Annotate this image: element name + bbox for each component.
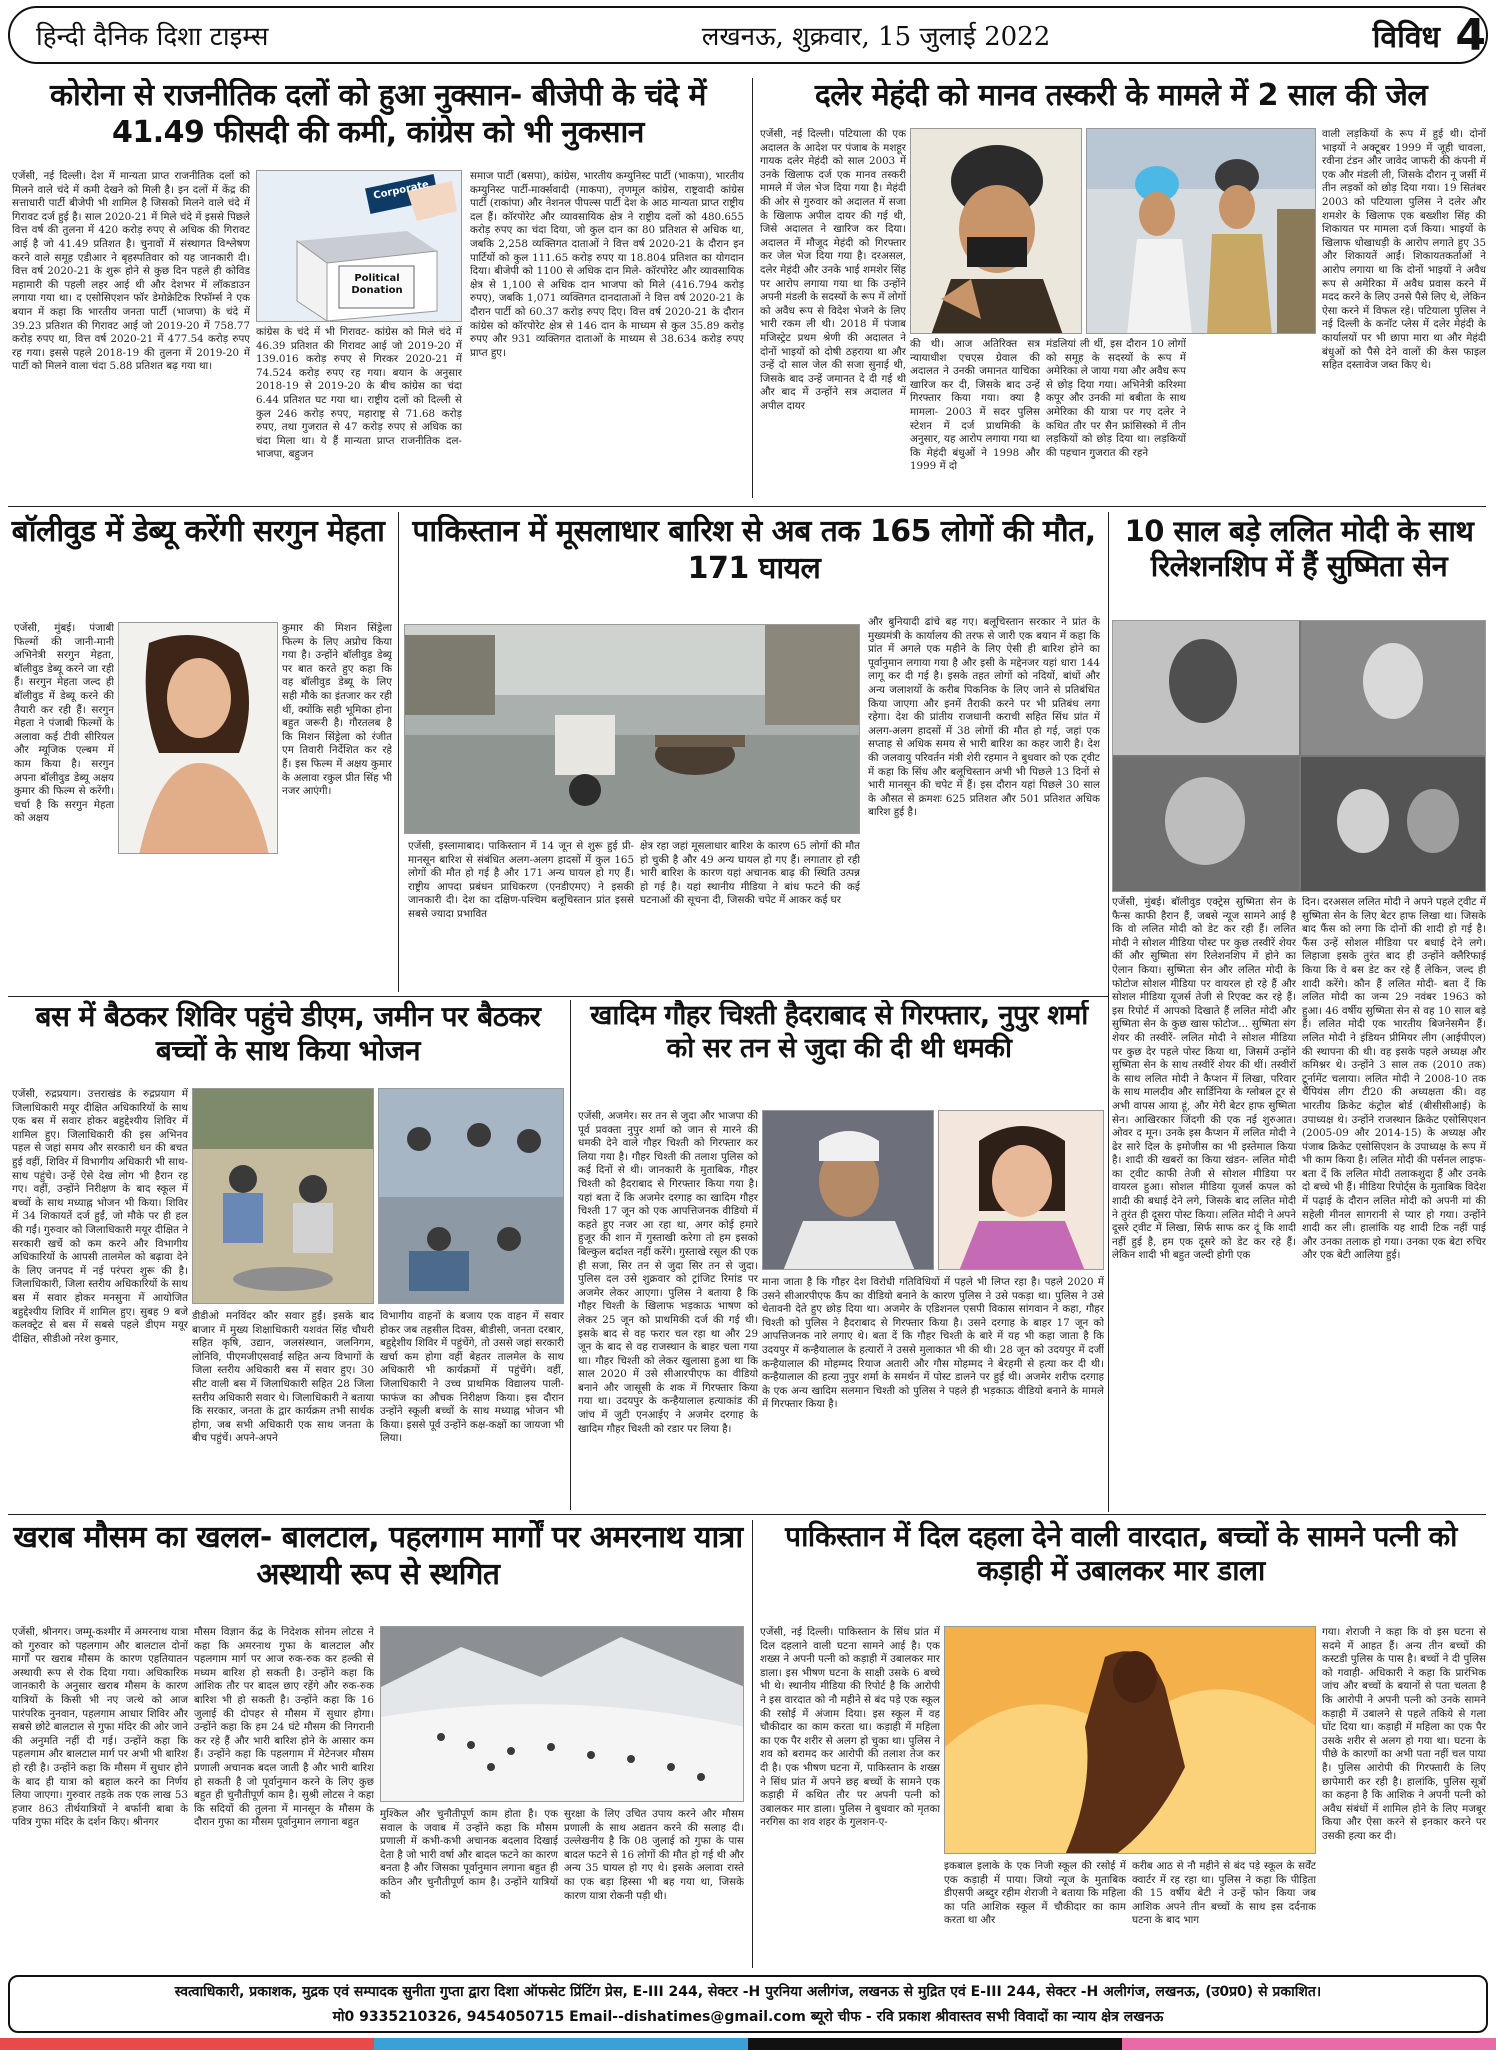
article-body: एजेंसी, नई दिल्ली। पाकिस्तान के सिंध प्रांत में दिल दहलाने वाली घटना सामने आई है। एक शख्स ने अपनी पत्नी को कड़ाही में उबालकर मार डाला। इस भीषण घटना के साक्षी उसके 6 बच्चे भी थे। स्थानीय मीडिया की रिपोर्ट है कि आरोपी ने इस वारदात को नौ महीने से बंद पड़े एक स्कूल की रसोई में अंजाम दिया। इस स्कूल में वह चौकीदार का काम करता था। कड़ाही में महिला का एक पैर शरीर से अलग हो चुका था। पुलिस ने शव को बरामद कर आरोपी की तलाश तेज कर दी है। एक भीषण घटना में, पाकिस्तान के शख्स ने सिंध प्रांत में अपने छह बच्चों के सामने एक कड़ाही में कथित तौर पर अपनी पत्नी को उबालकर मार डाला। पुलिस ने बुधवार को मृतका नरगिस का शव शहर के गुलशन-ए-: [760, 1626, 940, 1829]
donation-box-image: [256, 170, 462, 322]
article-body: सुरक्षा के लिए उचित उपाय करने और मौसम प्रणाली के साथ अद्यतन करने की सलाह दी। उल्लेखनीय है कि 08 जुलाई को गुफा के पास बादल फटने से 16 लोगों की मौत हो गई थी और अन्य 35 घायल हो गए थे। इसके अलावा रास्ते का एक बड़ा हिस्सा भी बह गया था, जिसके कारण यात्रा रोकनी पड़ी थी।: [564, 1808, 744, 1902]
officials-in-bus-photo: [378, 1088, 564, 1304]
crime-illustration: [944, 1626, 1316, 1854]
article-body: की थी। आज अतिरिक्त सत्र न्यायाधीश एचएस ग्रेवाल की अदालत ने उनकी जमानत याचिका खारिज कर दी, जिसके बाद उन्हें गिरफ्तार किया गया। क्या है मामला- 2003 में सदर पुलिस स्टेशन में दर्ज प्राथमिकी के अनुसार, यह आरोप लगाया गया था कि मेहंदी बंधुओं ने 1998 और 1999 में दो: [910, 338, 1040, 473]
row-rule: [8, 1514, 1486, 1515]
sargun-mehta-photo: [118, 622, 278, 854]
img-label-corporate: Corporate: [372, 179, 430, 202]
dateline: लखनऊ, शुक्रवार, 15 जुलाई 2022: [701, 22, 1051, 52]
article-body: विभागीय वाहनों के बजाय एक वाहन में सवार होकर जब तहसील दिवस, बीडीसी, जनता दरबार, बहुद्देशीय शिविर में पहुंचेंगे, तो उससे जहां सरकारी खर्चा कम होगा वहीं बेहतर तालमेल के साथ अधिकारी भी कार्यक्रमों में पहुंचेंगे। वहीं, जिलाधिकारी ने उच्च प्राथमिक विद्यालय पाली-फाफंज का औचक निरीक्षण किया। इस दौरान उन्होंने स्कूली बच्चों के साथ मध्याह्न भोजन भी किया। इससे पूर्व उन्होंने कक्ष-कक्षों का जायजा भी लिया।: [380, 1310, 564, 1445]
amarnath-yatra-photo: [380, 1626, 744, 1802]
row-rule: [8, 506, 1486, 507]
column-rule: [570, 1000, 571, 1510]
article-headline-donations: कोरोना से राजनीतिक दलों को हुआ नुक्सान- बीजेपी के चंदे में 41.49 फीसदी की कमी, कांग्रेस को भी नुकसान: [50, 78, 706, 150]
flood-street-photo: [404, 624, 860, 834]
article-body: इकबाल इलाके के एक निजी स्कूल की रसोई में एक कड़ाही में पाया। जियो न्यूज के मुताबिक डीएसपी अब्दुर रहीम शेराजी ने बताया कि महिला का पति आशिक स्कूल में चौकीदार का काम करता था और: [944, 1860, 1126, 1927]
nupur-sharma-photo: [938, 1110, 1104, 1270]
article-body: एजेंसी, मुंबई। पंजाबी फिल्मों की जानी-मानी अभिनेत्री सरगुन मेहता, बॉलीवुड डेब्यू करने जा रही हैं। सरगुन मेहता जल्द ही बॉलीवुड में डेब्यू करने की तैयारी कर रही हैं। सरगुन मेहता ने पंजाबी फिल्मों के अलावा कई टीवी सीरियल और म्यूजिक एल्बम में काम किया है। सरगुन अपना बॉलीवुड डेब्यू अक्षय कुमार की फिल्म से करेंगी। चर्चा है कि सरगुन मेहता को अक्षय: [14, 622, 114, 825]
article-headline-pak-rain: पाकिस्तान में मूसलाधार बारिश से अब तक 165 लोगों की मौत, 171 घायल: [412, 514, 1096, 586]
article-body: क्षेत्र रहा जहां मूसलाधार बारिश के कारण 65 लोगों की मौत हो चुकी है और 49 अन्य घायल हो गए हैं। लगातार हो रही भारी बारिश के कारण यहां अचानक बाढ़ की स्थिति उत्पन्न हो गई है। यहां स्थानीय मीडिया ने बांध फटने की कई घटनाओं की सूचना दी, जिसकी चपेट में आकर कई घर: [640, 840, 860, 907]
article-body: समाज पार्टी (बसपा), कांग्रेस, भारतीय कम्युनिस्ट पार्टी (भाकपा), भारतीय कम्युनिस्ट पार्टी-मार्क्सवादी (माकपा), तृणमूल कांग्रेस, राष्ट्रवादी कांग्रेस पार्टी (राकांपा) और नेशनल पीपल्स पार्टी देश के आठ मान्यता प्राप्त राष्ट्रीय दल हैं। कॉरपोरेट और व्यावसायिक क्षेत्र ने राष्ट्रीय दलों को 480.655 करोड़ रुपए का चंदा दिया, जो कुल दान का 80 प्रतिशत से अधिक था, जबकि 2,258 व्यक्तिगत दाताओं ने वित्त वर्ष 2020-21 के दौरान इन पार्टियों को कुल 111.65 करोड़ रुपए या 18.804 प्रतिशत का योगदान दिया। बीजेपी को 1100 से अधिक दान मिले- कॉरपोरेट और व्यावसायिक क्षेत्र से 1,100 से अधिक दान भाजपा को मिले (416.794 करोड़ रुपए), जबकि 1,071 व्यक्तिगत दानदाताओं ने वित्त वर्ष 2020-21 के दौरान पार्टी को 60.37 करोड़ रुपए दिए। वित्त वर्ष 2020-21 के दौरान कांग्रेस को कॉरपोरेट क्षेत्र से 146 दान के माध्यम से कुल 35.89 करोड़ रुपए और 931 व्यक्तिगत दाताओं के माध्यम से 38.634 करोड़ रुपए प्राप्त हुए।: [470, 170, 744, 359]
article-body: एजेंसी, इस्लामाबाद। पाकिस्तान में 14 जून से शुरू हुई प्री-मानसून बारिश से संबंधित अलग-अलग हादसों में कुल 165 लोगों की मौत हो गई है और 171 अन्य घायल हो गए हैं। राष्ट्रीय आपदा प्रबंधन प्राधिकरण (एनडीएमए) ने इसकी जानकारी दी। देश का दक्षिण-पश्चिम बलूचिस्तान प्रांत इससे सबसे ज्यादा प्रभावित: [408, 840, 634, 920]
article-body: एजेंसी, अजमेर। सर तन से जुदा और भाजपा की पूर्व प्रवक्ता नुपुर शर्मा को जान से मारने की धमकी देने वाले गौहर चिश्ती को गिरफ्तार कर लिया गया है। गौहर चिश्ती की तलाश पुलिस को कई दिनों से थी। जानकारी के मुताबिक, गौहर चिश्ती को हैदराबाद से गिरफ्तार किया गया है। यहां बता दें कि अजमेर दरगाह का खादिम गौहर चिश्ती 17 जून को एक आपत्तिजनक वीडियो में कहते हुए नजर आ रहा था, अगर कोई हमारे हुजूर की शान में गुस्ताखी करेगा तो हम इसको बिल्कुल बर्दाश्त नहीं करेंगे। गुस्ताखे रसूल की एक ही सजा, सिर तन से जुदा सिर तन से जुदा। पुलिस दल उसे शुक्रवार को ट्रांजिट रिमांड पर अजमेर लेकर आएगा। पुलिस ने बताया है कि गौहर चिश्ती के खिलाफ भड़काऊ भाषण को लेकर 25 जून को प्राथमिकी दर्ज की गई थी। इसके बाद से वह फरार चल रहा था और 29 जून के बाद से वह राजस्थान के बाहर चला गया था। गौहर चिश्ती को लेकर खुलासा हुआ था कि साल 2020 में उसे सीआरपीएफ का वीडियो बनाने और जासूसी के शक में गिरफ्तार किया गया था। उदयपुर के कन्हैयालाल हत्याकांड की जांच में जुटी एनआईए ने अजमेर दरगाह के खादिम गौहर चिश्ती को रडार पर लिया है।: [578, 1110, 758, 1435]
article-body: एजेंसी, नई दिल्ली। देश में मान्यता प्राप्त राजनीतिक दलों को मिलने वाले चंदे में कमी देखने को मिली है। इन दलों में केंद्र की सत्ताधारी पार्टी बीजेपी भी शामिल है जिसको मिलने वाले चंदे में गिरावट दर्ज हुई है। साल 2020-21 में मिले चंदे में इससे पिछले वित्त वर्ष की तुलना में 420 करोड़ रुपए से अधिक की गिरावट आई है जो 41.49 प्रतिशत है। चुनावों में संस्थागत विश्लेषण करने वाले समूह एडीआर ने बृहस्पतिवार को यह जानकारी दी। वित्त वर्ष 2020-21 के शुरू होने से कुछ दिन पहले ही कोविड महामारी की पहली लहर आई थी और देशभर में लॉकडाउन लगाया गया था। द एसोसिएशन फॉर डेमोक्रेटिक रिफॉर्म्स ने एक बयान में कहा कि भारतीय जनता पार्टी (भाजपा) के चंदे में 39.23 प्रतिशत की गिरावट आई जो 2019-20 में 758.77 करोड़ रुपए था, वित्त वर्ष 2020-21 में 477.54 करोड़ रुपए रह गया। इससे पहले 2018-19 की तुलना में 2019-20 में पार्टी को मिलने वाला चंदा 5.88 प्रतिशत बढ़ गया था।: [12, 170, 250, 373]
police-escort-photo: [1086, 128, 1316, 334]
article-body: एजेंसी, रुद्रप्रयाग। उत्तराखंड के रुद्रप्रयाग में जिलाधिकारी मयूर दीक्षित अधिकारियों के साथ एक बस में सवार होकर बहुद्देश्यीय शिविर में शामिल हुए। जिलाधिकारी की इस अभिनव पहल से जहां समय और सरकारी धन की बचत हुई वहीं, शिविर में विभागीय अधिकारी भी साथ-साथ पहुंचे। उन्हें ऐसे देख लोग भी हैरान रह गए। वहीं, उन्होंने निरीक्षण के बाद स्कूल में बच्चों के साथ मध्याह्न भोजन भी किया। शिविर में 34 शिकायतें दर्ज हुईं, जो मौके पर ही हल की गईं। गुरुवार को जिलाधिकारी मयूर दीक्षित ने सरकारी खर्चे को कम करने और विभागीय अधिकारियों के आपसी तालमेल को बढ़ावा देने के लिए जनपद में नई परंपरा शुरू की है। जिलाधिकारी, जिला स्तरीय अधिकारियों के साथ बस में सवार होकर मनसुना में आयोजित बहुद्देश्यीय शिविर में शामिल हुए। सुबह 9 बजे कलक्ट्रेट से बस में सबसे पहले डीएम मयूर दीक्षित, सीडीओ नरेश कुमार,: [12, 1088, 188, 1345]
imprint-line: स्वत्वाधिकारी, प्रकाशक, मुद्रक एवं सम्पादक सुनीता गुप्ता द्वारा दिशा ऑफसेट प्रिंटिंग प्रेस, E-III 244, सेक्टर -H पुरनिया अलीगंज, लखनऊ से मुद्रित एवं E-III 244, सेक्टर -H अलीगंज, लखनऊ, (उ0प्र0) से प्रकाशित।: [174, 1984, 1322, 2000]
article-body: माना जाता है कि गौहर देश विरोधी गतिविधियों में पहले भी लिप्त रहा है। पहले 2020 में उसने सीआरपीएफ कैंप का वीडियो बनाने के कारण पुलिस ने उसे पकड़ा था। पुलिस ने उसे चेतावनी देते हुए छोड़ दिया था। अजमेर के एडिशनल एसपी विकास सांगवान ने कहा, गौहर चिश्ती को पुलिस ने हैदराबाद से गिरफ्तार किया है। उसने दरगाह के बाहर 17 जून को आपत्तिजनक नारे लगाए थे। बता दें कि गौहर चिश्ती के बारे में यह भी कहा जाता है कि उदयपुर में कन्हैयालाल के हत्यारों ने उससे मुलाकात भी की थी। 28 जून को उदयपुर में दर्जी कन्हैयालाल की मोहम्मद रियाज अतारी और गौस मोहम्मद ने बेरहमी से हत्या कर दी थी। कन्हैयालाल की हत्या नुपुर शर्मा के समर्थन में पोस्ट डालने पर हुई थी। अजमेर शरीफ दरगाह के एक अन्य खादिम सलमान चिश्ती को पुलिस ने पहले ही भड़काऊ वीडियो बनाने के मामले में गिरफ्तार किया है।: [762, 1276, 1104, 1411]
imprint-footer: [8, 1975, 1488, 2033]
article-headline-sargun: बॉलीवुड में डेब्यू करेंगी सरगुन मेहता: [11, 514, 385, 549]
article-body: और बुनियादी ढांचे बह गए। बलूचिस्तान सरकार ने प्रांत के मुख्यमंत्री के कार्यालय की तरफ से जारी एक बयान में कहा कि प्रांत में अगले एक महीने के लिए ऐसी ही बारिश होने का पूर्वानुमान लगाया गया है और इसी के मद्देनजर यहां धारा 144 लागू कर दी गई है। इसके तहत लोगों को नदियों, बांधों और अन्य जलाशयों के करीब पिकनिक के लिए जाने से प्रतिबंधित किया जाएगा और इनमें तैराकी करने पर भी प्रतिबंध लगा रहेगा। देश की प्रांतीय राजधानी कराची सहित सिंध प्रांत में अलग-अलग हादसों में 38 लोगों की मौत हो गई, जहां एक सप्ताह से अधिक समय से भारी बारिश का कहर जारी है। देश की जलवायु परिवर्तन मंत्री शेरी रहमान ने बुधवार को एक ट्वीट में कहा कि सिंध और बलूचिस्तान अभी भी पिछले 13 दिनों से भारी मानसून की चपेट में हैं। इस दौरान यहां पिछले 30 साल के औसत से क्रमशः 625 प्रतिशत और 501 प्रतिशत अधिक बारिश हुई है।: [868, 616, 1100, 819]
article-headline-chishti: खादिम गौहर चिश्ती हैदराबाद से गिरफ्तार, नुपुर शर्मा को सर तन से जुदा की दी थी धमकी: [590, 1000, 1088, 1064]
article-body: करीब आठ से नौ महीने से बंद पड़े स्कूल के सर्वेंट क्वार्टर में रह रहा था। पुलिस ने कहा कि पीड़िता की 15 वर्षीय बेटी ने उन्हें फोन किया जब आशिक अपने तीन बच्चों के साथ इस दर्दनाक घटना के बाद भाग: [1132, 1860, 1316, 1927]
column-rule: [1108, 512, 1109, 1512]
row-rule: [8, 996, 1108, 997]
article-body: मौसम विज्ञान केंद्र के निदेशक सोनम लोटस ने कहा कि अमरनाथ गुफा के बालटाल और पहलगाम मार्ग पर आज रुक-रुक कर हल्की से मध्यम बारिश हो सकती है। उन्होंने कहा कि आंशिक तौर पर बादल छाए रहेंगे और रुक-रुक बारिश भी हो सकती है। उन्होंने कहा कि 16 जुलाई की दोपहर से मौसम में सुधार होगा। उन्होंने कहा कि हम 24 घंटे मौसम की निगरानी कर रहे हैं और भारी बारिश होने के आसार कम हैं। उन्होंने कहा कि पहलगाम में मेटेनजर मौसम प्रणाली अचानक बदल जाती है और भारी बारिश हो सकती है जो पूर्वानुमान करने के लिए कुछ बहुत ही चुनौतीपूर्ण काम है। सुश्री लोटस ने कहा कि सदियों की तुलना में मानसून के मौसम के दौरान गुफा का मौसम पूर्वानुमान लगाना बहुत: [194, 1626, 374, 1829]
article-body: मुश्किल और चुनौतीपूर्ण काम होता है। एक सवाल के जवाब में उन्होंने कहा कि मौसम प्रणाली में कभी-कभी अचानक बदलाव दिखाई देता है जो भारी वर्षा और बादल फटने का कारण बनता है और जिसका पूर्वानुमान लगाना बहुत ही कठिन और चुनौतीपूर्ण काम है। उन्होंने यात्रियों को: [380, 1808, 558, 1902]
article-body: एजेंसी, मुंबई। बॉलीवुड एक्ट्रेस सुष्मिता सेन के फैन्स काफी हैरान हैं, जबसे न्यूज सामने आई है कि वो ललित मोदी को डेट कर रही हैं। ललित मोदी ने सोशल मीडिया पोस्ट पर कुछ तस्वीरें शेयर कीं और सुष्मिता संग रिलेशनशिप में होने का ऐलान किया। सुष्मिता सेन और ललित मोदी के फोटोज सोशल मीडिया पर वायरल हो रहे हैं और सोशल मीडिया यूजर्स तेजी से रिएक्ट कर रहे हैं। इस रिपोर्ट में आपको दिखाते हैं ललित मोदी और सुष्मिता सेन के कुछ खास फोटोज... सुष्मिता संग शेयर की तस्वीरें- ललित मोदी ने सोशल मीडिया पर कुछ देर पहले पोस्ट किया था, जिसमें उन्होंने सुष्मिता सेन के साथ तस्वीरें शेयर की थीं। तस्वीरों के साथ ललित मोदी ने कैप्शन में लिखा, परिवार के साथ मालदीव और सार्डिनिया के ग्लोबल टूर से अभी वापस आया हूं, और मेरी बेटर हाफ सुष्मिता सेन। आखिरकार जिंदगी की एक नई शुरुआत। ओवर द मून। उनके इस कैप्शन में ललित मोदी ने ढेर सारे दिल के इमोजीस का भी इस्तेमाल किया है। शादी की खबरों का किया खंडन- ललित मोदी का ट्वीट काफी तेजी से सोशल मीडिया पर वायरल हुआ। सोशल मीडिया यूजर्स कपल को शादी की बधाई देने लगे, जिसके बाद ललित मोदी ने तुरंत ही दूसरा पोस्ट किया। ललित मोदी ने अपने दूसरे ट्वीट में लिखा, सिर्फ साफ कर दूं कि शादी नहीं हुई है, हम एक दूसरे को डेट कर रहे हैं। लेकिन शादी भी बहुत जल्दी होगी एक: [1112, 896, 1296, 1262]
page-number: 4: [1455, 10, 1486, 61]
column-rule: [752, 1520, 753, 1968]
article-body: गया। शेराजी ने कहा कि वो इस घटना से सदमे में आहत हैं। अन्य तीन बच्चों की कस्टडी पुलिस के पास है। बच्चों ने दी पुलिस को गवाही- अधिकारी ने कहा कि प्रारंभिक जांच और बच्चों के बयानों से पता चलता है कि आरोपी ने अपनी पत्नी को उनके सामने कड़ाही में उबालने से पहले तकिये से गला घोंट दिया था। कड़ाही में महिला का एक पैर उसके शरीर से अलग हो गया था। घटना के पीछे के कारणों का अभी पता नहीं चल पाया है। पुलिस आरोपी की गिरफ्तारी के लिए छापेमारी कर रही है। हालांकि, पुलिस सूत्रों का कहना है कि आशिक ने अपनी पत्नी को अवैध संबंधों में शामिल होने के लिए मजबूर किया और ऐसा करने से इनकार करने पर उसकी हत्या कर दी।: [1322, 1626, 1486, 1842]
color-bars: [0, 2038, 1496, 2050]
article-body: एजेंसी, नई दिल्ली। पटियाला की एक अदालत के आदेश पर पंजाब के मशहूर गायक दलेर मेहंदी को साल 2003 में उनके खिलाफ दर्ज एक मानव तस्करी मामले में जेल भेज दिया गया है। मेहंदी की ओर से गुरुवार को अदालत में सजा के खिलाफ अपील दायर की गई थी, जिसे अदालत ने खारिज कर दिया। अदालत में मौजूद मेहंदी को गिरफ्तार कर जेल भेज दिया गया है। दरअसल, दलेर मेहंदी और उनके भाई शमशेर सिंह पर आरोप लगाया गया था कि उन्होंने अपनी मंडली के सदस्यों के रूप में लोगों को अवैध रूप से विदेश भेजने के लिए भारी रकम ली थी। 2018 में पंजाब मजिस्ट्रेट प्रथम श्रेणी की अदालत ने दोनों भाइयों को दोषी ठहराया था और उन्हें दो साल जेल की सजा सुनाई थी, जिसके बाद उन्हें जमानत दे दी गई थी और बाद में उन्होंने सत्र अदालत में अपील दायर: [760, 128, 906, 412]
article-headline-sushmita: 10 साल बड़े ललित मोदी के साथ रिलेशनशिप में हैं सुष्मिता सेन: [1124, 514, 1474, 584]
article-headline-amarnath: खराब मौसम का खलल- बालटाल, पहलगाम मार्गों पर अमरनाथ यात्रा अस्थायी रूप से स्थगित: [13, 1520, 743, 1592]
dm-eating-with-children-photo: [192, 1088, 374, 1304]
article-headline-daler: दलेर मेहंदी को मानव तस्करी के मामले में 2 साल की जेल: [814, 78, 1428, 113]
paper-name: हिन्दी दैनिक दिशा टाइम्स: [36, 22, 269, 52]
article-body: कांग्रेस के चंदे में भी गिरावट- कांग्रेस को मिले चंदे में 46.39 प्रतिशत की गिरावट आई जो 2019-20 में 139.016 करोड़ रुपए से गिरकर 2020-21 में 74.524 करोड़ रुपए रह गया। बयान के अनुसार 2018-19 से 2019-20 के बीच कांग्रेस का चंदा 6.44 प्रतिशत घट गया था। राष्ट्रीय दलों को दिल्ली से कुल 246 करोड़ रुपए, महाराष्ट्र से 71.68 करोड़ रुपए, तथा गुजरात से 47 करोड़ रुपए से अधिक का चंदा मिला था। ये हैं मान्यता प्राप्त राजनीतिक दल- भाजपा, बहुजन: [256, 326, 462, 461]
article-body: वाली लड़कियों के रूप में हुई थी। दोनों भाइयों ने अक्टूबर 1999 में जूही चावला, रवीना टंडन और जावेद जाफरी की कंपनी में एक और मंडली ली, जिसके दौरान नू जर्सी में तीन लड़कों को छोड़ दिया गया। 19 सितंबर 2003 को पटियाला पुलिस ने दलेर और शमशेर के खिलाफ एक बख्शीश सिंह की शिकायत पर मामला दर्ज किया। भाइयों के खिलाफ धोखाधड़ी के आरोप लगाते हुए 35 और शिकायतें आईं। शिकायतकर्ताओं ने आरोप लगाया था कि दोनों भाइयों ने अवैध रूप से अमेरिका में अवैध प्रवास करने में मदद करने के लिए उनसे पैसे लिए थे, लेकिन ऐसा करने में विफल रहे। पटियाला पुलिस ने नई दिल्ली के कनॉट प्लेस में दलेर मेहंदी के कार्यालयों पर भी छापा मारा था और मेहंदी बंधुओं को पैसे देने वालों की केस फाइल सहित दस्तावेज जब्त किए थे।: [1322, 128, 1486, 372]
article-body: डीडीओ मनविंदर कौर सवार हुईं। इसके बाद बाजार में मुख्य शिक्षाधिकारी यशवंत सिंह चौधरी सहित कृषि, उद्यान, जलसंस्थान, जलनिगम, लोनिवि, पीएमजीएसवाई सहित अन्य विभागों के जिला स्तरीय अधिकारी बस में सवार हुए। 30 सीट वाली बस में जिलाधिकारी सहित 28 जिला स्तरीय अधिकारी सवार थे। जिलाधिकारी ने बताया कि सरकार, जनता के द्वार कार्यक्रम तभी सार्थक होगा, जब सभी अधिकारी एक साथ जनता के बीच पहुंचें। अपने-अपने: [192, 1310, 374, 1445]
daler-mehndi-photo: [910, 128, 1082, 334]
img-label-donation: Political Donation: [351, 273, 403, 296]
article-headline-pak-crime: पाकिस्तान में दिल दहला देने वाली वारदात, बच्चों के सामने पत्नी को कड़ाही में उबालकर मार डाला: [785, 1520, 1457, 1588]
masthead: [8, 6, 1488, 64]
column-rule: [752, 78, 753, 498]
gauhar-chishti-photo: [762, 1110, 934, 1270]
contact-line: मो0 9335210326, 9454050715 Email--dishatimes@gmail.com ब्यूरो चीफ - रवि प्रकाश श्रीवास्तव सभी विवादों का न्याय क्षेत्र लखनऊ: [332, 2009, 1164, 2025]
lalit-sushmita-photo-collage: [1112, 620, 1486, 892]
article-headline-dm-bus: बस में बैठकर शिविर पहुंचे डीएम, जमीन पर बैठकर बच्चों के साथ किया भोजन: [35, 1000, 541, 1068]
column-rule: [398, 512, 399, 992]
section-name: विविध: [1372, 19, 1440, 55]
article-body: एजेंसी, श्रीनगर। जम्मू-कश्मीर में अमरनाथ यात्रा को गुरुवार को पहलगाम और बालटाल दोनों मार्गों पर खराब मौसम के कारण एहतियातन अस्थायी रूप से रोक दिया गया। अधिकारिक जानकारी के अनुसार खराब मौसम के कारण यात्रियों के किसी भी नए जत्थे को आज पारंपरिक नुनवान, पहलगाम आधार शिविर और सबसे छोटे बालटाल से गुफा मंदिर की ओर जाने की अनुमति नहीं दी गई। उन्होंने कहा कि पहलगाम और बालटाल मार्ग पर अभी भी बारिश हो रही है। उन्होंने कहा कि मौसम में सुधार होने के बाद ही यात्रा को बहाल करने का निर्णय लिया जाएगा। गुरुवार तड़के तक एक लाख 53 हजार 863 तीर्थयात्रियों ने बर्फानी बाबा के पवित्र गुफा मंदिर के दर्शन किए। श्रीनगर: [12, 1626, 188, 1829]
article-body: दिन। दरअसल ललित मोदी ने अपने पहले ट्वीट में सुष्मिता सेन के लिए बेटर हाफ लिखा था। जिसके बाद फैंस को लगा कि दोनों की शादी हो गई है। फैंस उन्हें सोशल मीडिया पर बधाई देने लगे। लिहाजा इसके तुरंत बाद ही उन्होंने क्लैरिफाई किया कि वे बस डेट कर रहे हैं लेकिन, जल्द ही शादी करेंगे। कौन हैं ललित मोदी- बता दें कि ललित मोदी का जन्म 29 नवंबर 1963 को हुआ। 46 वर्षीय सुष्मिता सेन से वह 10 साल बड़े हैं। ललित मोदी एक भारतीय बिजनेसमैन हैं। ललित मोदी ने इंडियन प्रीमियर लीग (आईपीएल) की स्थापना की थी। वह इसके पहले अध्यक्ष और कमिश्नर थे। उन्होंने 3 साल तक (2010 तक) टूर्नामेंट चलाया। ललित मोदी ने 2008-10 तक चैंपियंस लीग टी20 की अध्यक्षता की। वह भारतीय क्रिकेट कंट्रोल बोर्ड (बीसीसीआई) के उपाध्यक्ष थे। उन्होंने राजस्थान क्रिकेट एसोसिएशन (2005-09 और 2014-15) के अध्यक्ष और पंजाब क्रिकेट एसोसिएशन के उपाध्यक्ष के रूप में भी काम किया है। ललित मोदी की पर्सनल लाइफ- बता दें कि ललित मोदी तलाकशुदा हैं और उनके दो बच्चे भी हैं। मीडिया रिपोर्ट्स के मुताबिक विदेश में पढ़ाई के दौरान ललित मोदी को अपनी मां की सहेली मीनल सागरानी से प्यार हो गया। उन्होंने शादी कर ली। हालांकि यह शादी टिक नहीं पाई और उनका तलाक हो गया। उनका एक बेटा रुचिर और एक बेटी आलिया हुई।: [1302, 896, 1486, 1262]
article-body: मंडलियां ली थीं, इस दौरान 10 लोगों को समूह के सदस्यों के रूप में अमेरिका ले जाया गया और अवैध रूप से छोड़ दिया गया। अभिनेत्री करिश्मा कपूर और उनकी मां बबीता के साथ अमेरिका की यात्रा पर गए दलेर ने कथित तौर पर सैन फ्रांसिस्को में तीन लड़कियों को छोड़ दिया था। लड़कियों की पहचान गुजरात की रहने: [1046, 338, 1186, 459]
article-body: कुमार की मिशन सिंड्रेला फिल्म के लिए अप्रोच किया गया है। उन्होंने बॉलीवुड डेब्यू पर बात करते हुए कहा कि वह बॉलीवुड डेब्यू के लिए सही मौके का इंतजार कर रही थीं, क्योंकि सही भूमिका होना बहुत जरूरी है। गौरतलब है कि मिशन सिंड्रेला को रंजीत एम तिवारी निर्देशित कर रहे हैं। इस फिल्म में अक्षय कुमार के अलावा रकुल प्रीत सिंह भी नजर आएंगी।: [282, 622, 392, 798]
